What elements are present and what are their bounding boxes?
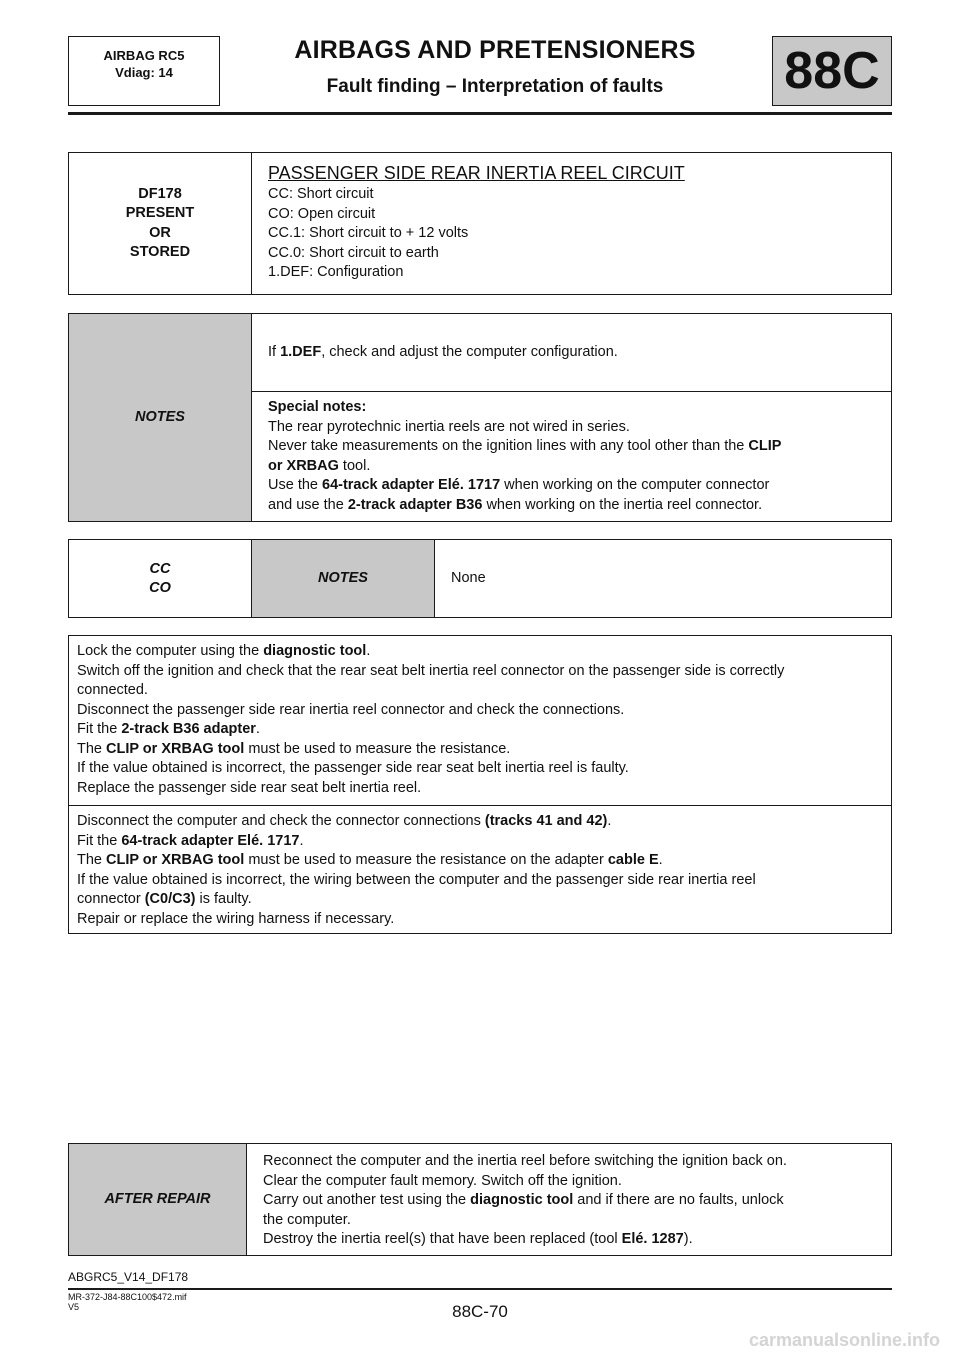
fault-definition: CC.0: Short circuit to earth: [268, 244, 439, 261]
document-reference: ABGRC5_V14_DF178: [68, 1270, 189, 1284]
page-number: 88C-70: [452, 1302, 508, 1321]
header-divider: [68, 112, 892, 115]
fault-code-cell: [69, 153, 252, 295]
special-notes-title: Special notes:: [268, 399, 367, 415]
section-code: 88C: [772, 36, 892, 106]
cc-co-codes: CC CO: [69, 540, 252, 618]
special-notes-cell: Special notes: The rear pyrotechnic inertia reels are not wired in series. Never take measurements on the ignition lines with any tool other than the CLIP or XRBAG tool. Use the 64-track adapter Elé. 1717 when working on the computer connector and use the 2-track adapter B36 when working on the inertia reel connector.: [252, 392, 892, 522]
vehicle-box: [68, 36, 220, 106]
fault-definition: CC: Short circuit: [268, 186, 374, 202]
config-note-cell: If 1.DEF, check and adjust the computer configuration.: [252, 314, 892, 392]
notes-label: NOTES: [69, 314, 252, 522]
page-title: AIRBAGS AND PRETENSIONERS: [294, 36, 696, 64]
procedure-step-2: Disconnect the computer and check the connector connections (tracks 41 and 42). Fit the 64-track adapter Elé. 1717. The CLIP or XRBAG tool must be used to measure the resistance on the adapter cable E. If the value obtained is incorrect, the wiring between the computer and the passenger side rear inertia reel connector (C0/C3) is faulty. Repair or replace the wiring harness if necessary.: [69, 806, 892, 934]
watermark: carmanualsonline.info: [748, 1330, 940, 1350]
procedure-table: [68, 635, 892, 934]
page-subtitle: Fault finding – Interpretation of faults: [326, 76, 664, 97]
cc-co-notes-label: NOTES: [252, 540, 435, 618]
fault-status-or: OR: [149, 224, 171, 241]
vdiag-label: Vdiag: 14: [115, 65, 173, 80]
fault-status-present: PRESENT: [125, 205, 195, 221]
after-repair-content: Reconnect the computer and the inertia reel before switching the ignition back on. Clear the computer fault memory. Switch off the ignition. Carry out another test using the diagnostic tool and if there are no faults, unlock the computer. Destroy the inertia reel(s) that have been replaced (tool Elé. 1287).: [247, 1144, 892, 1256]
version-label: V5: [68, 1302, 80, 1312]
fault-description-cell: [252, 153, 892, 295]
vehicle-label: AIRBAG RC5: [103, 48, 185, 63]
fault-code: DF178: [138, 185, 182, 202]
fault-definition: 1.DEF: Configuration: [268, 264, 404, 280]
fault-table: [68, 152, 892, 295]
fault-definition: CC.1: Short circuit to + 12 volts: [268, 225, 469, 241]
cc-co-table: [68, 539, 892, 618]
fault-definition: CO: Open circuit: [268, 205, 376, 222]
after-repair-table: [68, 1143, 892, 1256]
notes-table: [68, 313, 892, 522]
footer-divider: [68, 1288, 892, 1290]
procedure-step-1: Lock the computer using the diagnostic tool. Switch off the ignition and check that the rear seat belt inertia reel connector on the passenger side is correctly connected. Disconnect the passenger side rear inertia reel connector and check the connections. Fit the 2-track B36 adapter. The CLIP or XRBAG tool must be used to measure the resistance. If the value obtained is incorrect, the passenger side rear seat belt inertia reel is faulty. Replace the passenger side rear seat belt inertia reel.: [69, 636, 892, 806]
fault-title: PASSENGER SIDE REAR INERTIA REEL CIRCUIT: [268, 163, 685, 183]
file-reference: MR-372-J84-88C100$472.mif: [68, 1292, 187, 1302]
after-repair-label: AFTER REPAIR: [69, 1144, 247, 1256]
fault-status-stored: STORED: [129, 244, 191, 260]
cc-co-notes-value: None: [435, 540, 892, 618]
config-code: 1.DEF: [280, 344, 322, 360]
